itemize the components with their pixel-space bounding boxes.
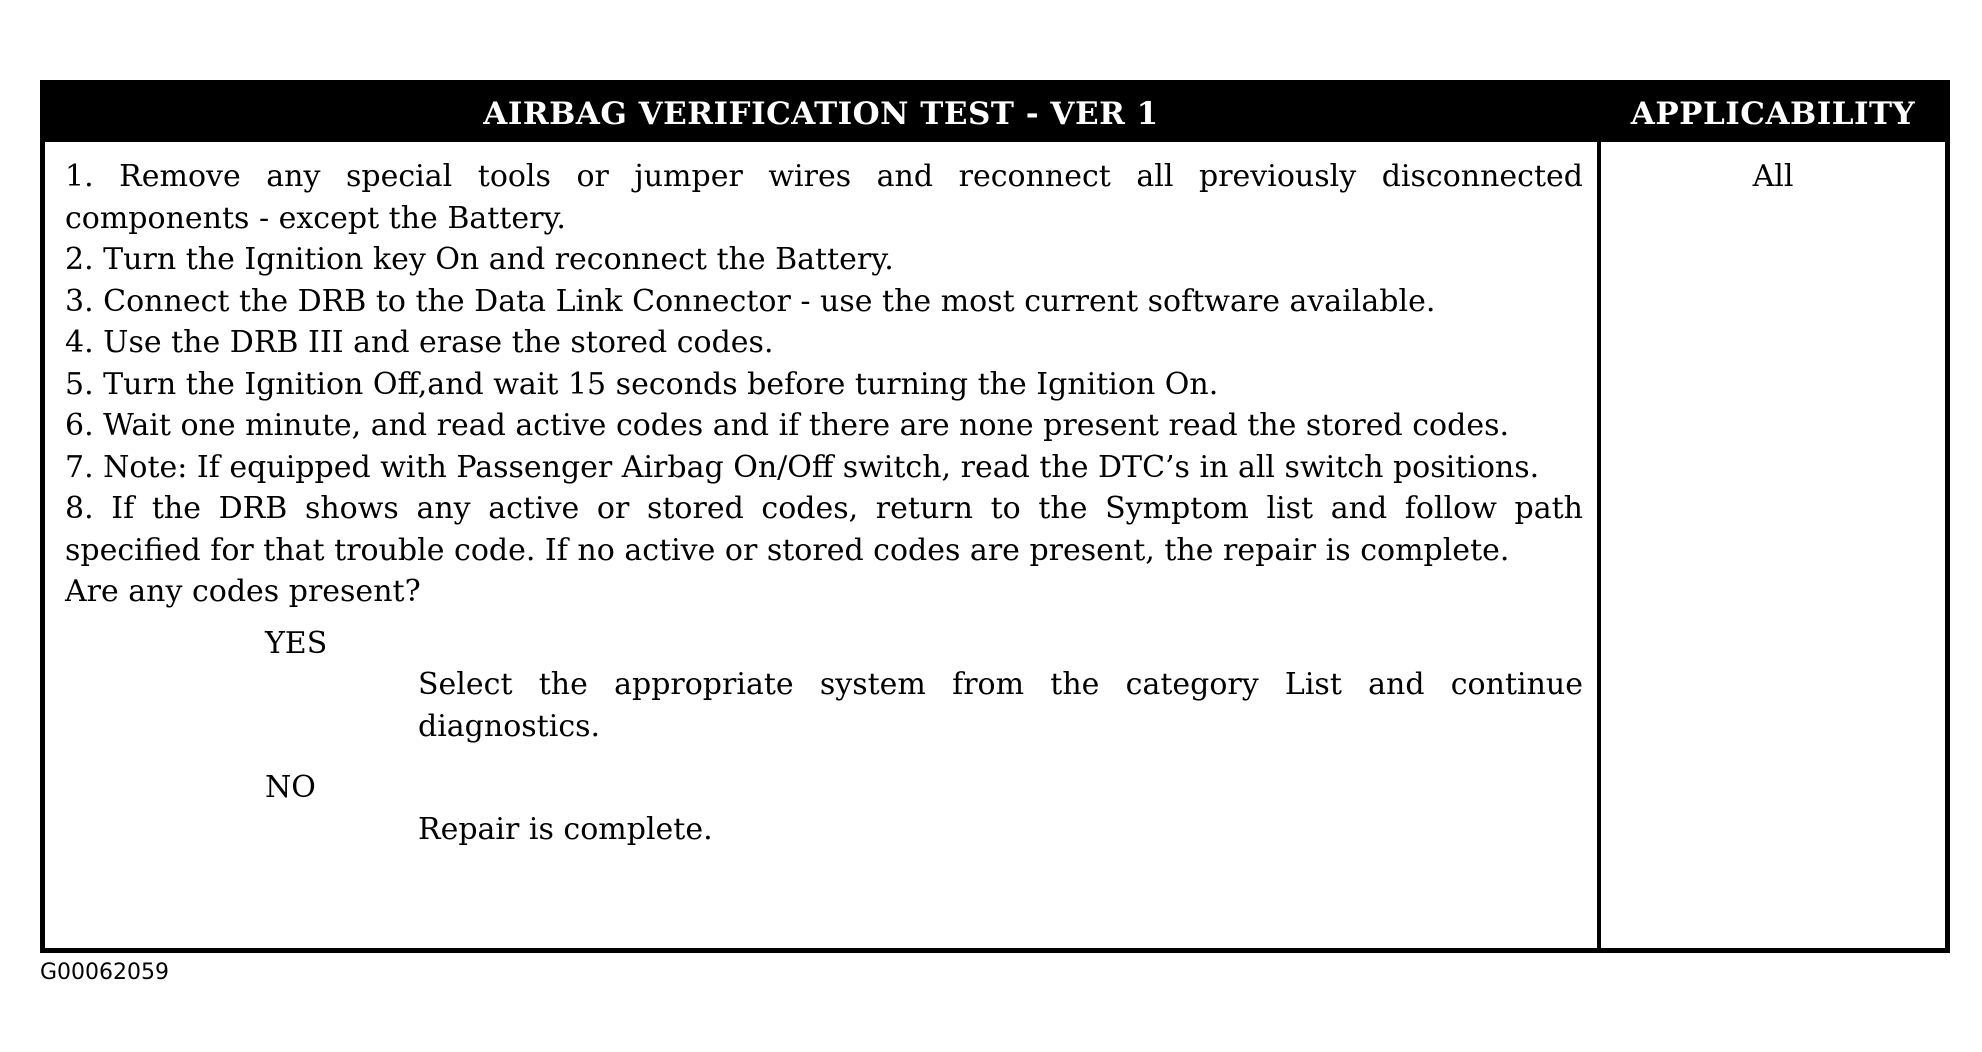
test-procedure [45,142,1601,948]
answer-yes [65,623,1583,748]
procedure-step: 6. Wait one minute, and read active codes and if there are none present read the stored codes. [65,408,1509,443]
procedure-step: 3. Connect the DRB to the Data Link Connector - use the most current software available. [65,283,1436,319]
answer-label: YES [265,625,328,661]
spacer [65,747,1583,767]
figure-id: G00062059 [40,960,170,985]
applicability-header: APPLICABILITY [1601,85,1945,142]
procedure-step: 4. Use the DRB III and erase the stored codes. [65,325,774,360]
procedure-step: 7. Note: If equipped with Passenger Airbag On/Off switch, read the DTC’s in all switch positions. [65,449,1540,485]
procedure-step: 1. Remove any special tools or jumper wires and reconnect all previously disconnected components - except the Battery. [65,159,1583,236]
procedure-question: Are any codes present? [65,574,421,609]
answer-no [65,767,1583,850]
procedure-step: 8. If the DRB shows any active or stored codes, return to the Symptom list and follow path specified for that trouble code. If no active or stored codes are present, the repair is complete. [65,491,1583,568]
procedure-step: 5. Turn the Ignition Off,and wait 15 seconds before turning the Ignition On. [65,366,1219,402]
applicability-value: All [1752,159,1794,194]
verification-test-table [40,80,1950,953]
procedure-step: 2. Turn the Ignition key On and reconnect the Battery. [65,242,894,277]
answer-text: Repair is complete. [418,811,713,847]
answer-label: NO [265,770,316,805]
answer-text: Select the appropriate system from the category List and continue diagnostics. [418,667,1583,744]
table-title: AIRBAG VERIFICATION TEST - VER 1 [45,85,1601,142]
